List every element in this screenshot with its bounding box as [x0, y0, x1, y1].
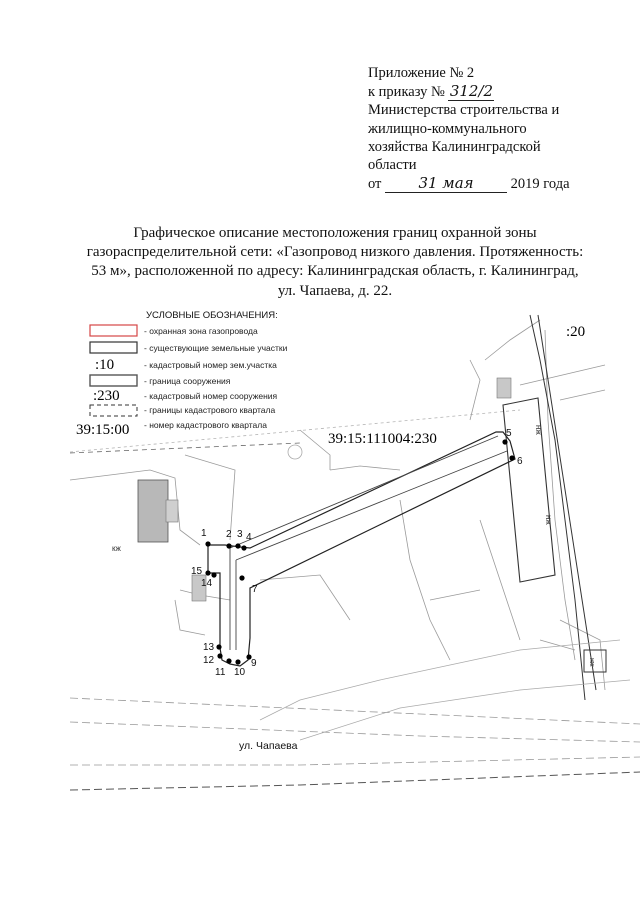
legend-label-structure-number: - кадастровый номер сооружения [144, 391, 278, 401]
non-residential-building [503, 398, 555, 582]
legend-symbol-parcel-number: :10 [95, 357, 115, 373]
point-10 [235, 659, 240, 664]
small-building [497, 378, 511, 398]
point-7 [239, 575, 244, 580]
residential-building [138, 480, 168, 542]
ministry-line-1: Министерства строительства и [368, 102, 560, 119]
point-15 [205, 570, 210, 575]
streets [70, 640, 640, 790]
ministry-line-4: области [368, 157, 417, 174]
point-12 [217, 653, 222, 658]
legend-label-quarter-number: - номер кадастрового квартала [144, 420, 267, 430]
legend-label-quarter-boundary: - границы кадастрового квартала [144, 405, 276, 415]
title-line-4: ул. Чапаева, д. 22. [277, 282, 393, 299]
order-number: 312/2 [449, 82, 494, 101]
legend-heading: УСЛОВНЫЕ ОБОЗНАЧЕНИЯ: [146, 310, 278, 321]
point-4 [241, 545, 246, 550]
gas-pipeline-protection-zone [208, 432, 515, 666]
street-label: ул. Чапаева [239, 740, 298, 752]
point-3 [235, 543, 240, 548]
point-label-14: 14 [201, 578, 213, 589]
title-line-3: 53 м», расположенной по адресу: Калининградская область, г. Калининград, [91, 263, 579, 280]
legend-symbol-quarter-number: 39:15:00 [76, 422, 130, 438]
turning-points [191, 428, 523, 678]
ministry-line-3: хозяйства Калининградской [368, 138, 541, 155]
date-year: 2019 года [510, 176, 570, 193]
point-label-3: 3 [237, 529, 243, 540]
point-label-4: 4 [246, 532, 252, 543]
legend-swatch-land-parcels [90, 342, 137, 353]
building-label-nzh-1: нж [534, 425, 543, 435]
point-label-10: 10 [234, 667, 246, 678]
building-label-nzh-2: нж [544, 515, 553, 525]
appendix-number: Приложение № 2 [368, 65, 475, 81]
legend-label-land-parcels: - существующие земельные участки [144, 343, 288, 353]
legend-swatch-structure-boundary [90, 375, 137, 386]
legend-swatch-protection-zone [90, 325, 137, 336]
ministry-line-2: жилищно-коммунального [368, 120, 527, 137]
point-1 [205, 541, 210, 546]
order-prefix: к приказу № [368, 84, 445, 101]
point-13 [216, 644, 221, 649]
point-2 [226, 543, 231, 548]
legend-label-parcel-number: - кадастровый номер зем.участка [144, 360, 277, 370]
point-14 [211, 572, 216, 577]
point-label-6: 6 [517, 456, 523, 467]
point-label-13: 13 [203, 642, 215, 653]
annex-building [166, 500, 178, 522]
point-label-11: 11 [215, 667, 226, 678]
structure-cadastral-number: 39:15:111004:230 [328, 431, 437, 447]
point-5 [502, 439, 507, 444]
point-label-15: 15 [191, 566, 203, 577]
point-11 [226, 658, 231, 663]
building-label-kzh: кж [112, 544, 121, 553]
legend-label-protection-zone: - охранная зона газопровода [144, 326, 258, 336]
date-prefix: от [368, 176, 382, 193]
point-label-12: 12 [203, 655, 215, 666]
date-handwritten: 31 мая [385, 174, 507, 193]
point-label-7: 7 [252, 584, 258, 595]
legend [76, 310, 288, 438]
point-label-1: 1 [201, 528, 207, 539]
building-label-nzh-3: нж [588, 658, 595, 667]
point-label-9: 9 [251, 658, 257, 669]
legend-swatch-quarter-boundary [90, 405, 137, 416]
point-label-5: 5 [506, 428, 512, 439]
point-6 [509, 455, 514, 460]
legend-label-structure-boundary: - граница сооружения [144, 376, 231, 386]
parcel-number-label: :20 [566, 324, 586, 340]
title-line-2: газораспределительной сети: «Газопровод низкого давления. Протяженность: [86, 244, 584, 261]
point-label-2: 2 [226, 529, 232, 540]
legend-symbol-structure-number: :230 [93, 388, 120, 404]
title-line-1: Графическое описание местоположения границ охранной зоны [133, 225, 537, 241]
